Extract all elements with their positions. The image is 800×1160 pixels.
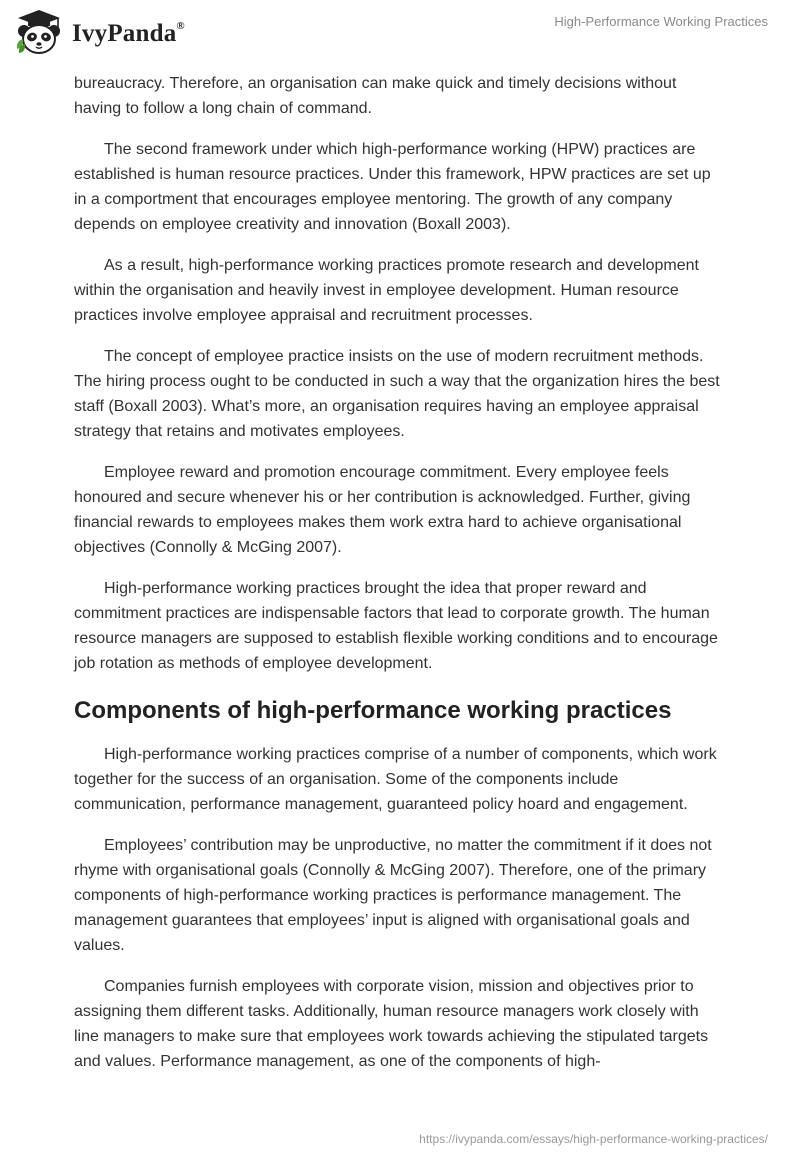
paragraph: The concept of employee practice insists on the use of modern recruitment methods. The hiring process ought to be conducted in such a way that the organization hires the best staff (Boxall 2003). What’s more, an organisation requires having an employee appraisal strategy that retains and motivates employees.: [74, 348, 720, 440]
paragraph: Employees’ contribution may be unproductive, no matter the commitment if it does not rhyme with organisational goals (Connolly & McGing 2007). Therefore, one of the primary components of high-performance working practices is performance management. The management guarantees that employees’ input is aligned with organisational goals and values.: [74, 837, 712, 954]
paragraph: The second framework under which high-performance working (HPW) practices are established is human resource practices. Under this framework, HPW practices are set up in a comportment that encourages employee mentoring. The growth of any company depends on employee creativity and innovation (Boxall 2003).: [74, 141, 711, 233]
panda-graduate-icon: [14, 7, 64, 57]
document-title: High-Performance Working Practices: [554, 14, 768, 29]
paragraph: bureaucracy. Therefore, an organisation can make quick and timely decisions without having to follow a long chain of command.: [74, 75, 677, 117]
page-header: [0, 0, 800, 70]
paragraph: Employee reward and promotion encourage commitment. Every employee feels honoured and secure whenever his or her contribution is acknowledged. Further, giving financial rewards to employees makes them work extra hard to achieve organisational objectives (Connolly & McGing 2007).: [74, 464, 691, 556]
paragraph: Companies furnish employees with corporate vision, mission and objectives prior to assigning them different tasks. Additionally, human resource managers work closely with line managers to make sure that employees work towards achieving the stipulated targets and values. Performance management, as one of the components of high-: [74, 978, 709, 1070]
source-url[interactable]: https://ivypanda.com/essays/high-performance-working-practices/: [419, 1132, 768, 1146]
essay-body: [74, 71, 726, 1090]
section-heading: Components of high-performance working practices: [74, 697, 672, 724]
paragraph: High-performance working practices comprise of a number of components, which work together for the success of an organisation. Some of the components include communication, performance management, guaranteed policy hoard and engagement.: [74, 746, 717, 813]
ivypanda-logo[interactable]: [14, 6, 185, 58]
registered-mark: ®: [176, 19, 185, 32]
paragraph: As a result, high-performance working practices promote research and development within the organisation and heavily invest in employee development. Human resource practices involve employee appraisal and recruitment processes.: [74, 257, 699, 324]
brand-name: IvyPanda®: [72, 19, 185, 47]
paragraph: High-performance working practices brought the idea that proper reward and commitment practices are indispensable factors that lead to corporate growth. The human resource managers are supposed to establish flexible working conditions and to encourage job rotation as methods of employee development.: [74, 580, 718, 672]
